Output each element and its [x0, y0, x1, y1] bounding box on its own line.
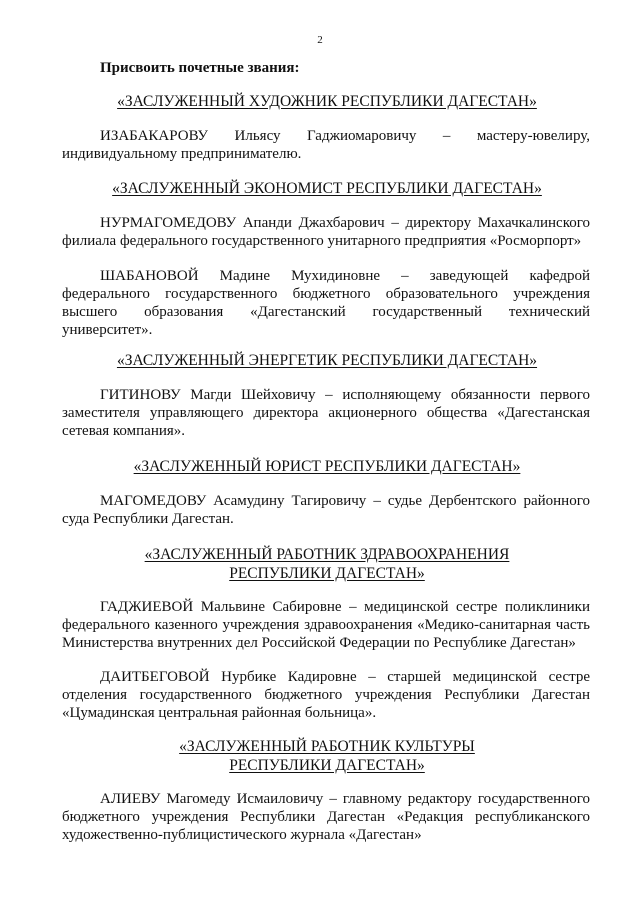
section-title-culture-line2: РЕСПУБЛИКИ ДАГЕСТАН»	[229, 757, 425, 774]
section-title-artist: «ЗАСЛУЖЕННЫЙ ХУДОЖНИК РЕСПУБЛИКИ ДАГЕСТАН»	[117, 93, 537, 110]
section-title-health-line2: РЕСПУБЛИКИ ДАГЕСТАН»	[229, 565, 425, 582]
award-entry: ГАДЖИЕВОЙ Мальвине Сабировне – медицинской сестре поликлиники федерального казенного учреждения здравоохранения «Медико-санитарная часть Министерства внутренних дел Российской Федерации по Республике Дагестан»	[62, 599, 590, 651]
award-entry: НУРМАГОМЕДОВУ Апанди Джахбарович – директору Махачкалинского филиала федерального государственного унитарного предприятия «Росморпорт»	[62, 215, 590, 249]
section-title-culture-line1: «ЗАСЛУЖЕННЫЙ РАБОТНИК КУЛЬТУРЫ	[179, 738, 475, 755]
section-title-economist: «ЗАСЛУЖЕННЫЙ ЭКОНОМИСТ РЕСПУБЛИКИ ДАГЕСТАН»	[112, 180, 542, 197]
award-entry: ШАБАНОВОЙ Мадине Мухидиновне – заведующей кафедрой федерального государственного бюджетного образовательного учреждения высшего образования «Дагестанский государственный технический университет».	[62, 268, 590, 338]
award-entry: ДАИТБЕГОВОЙ Нурбике Кадировне – старшей медицинской сестре отделения государственного бюджетного учреждения Республики Дагестан «Цумадинская центральная районная больница».	[62, 669, 590, 721]
intro-heading: Присвоить почетные звания:	[100, 60, 300, 76]
page-number: 2	[317, 34, 323, 46]
award-entry: ИЗАБАКАРОВУ Ильясу Гаджиомаровичу – мастеру-ювелиру, индивидуальному предпринимателю.	[62, 128, 590, 162]
award-entry: МАГОМЕДОВУ Асамудину Тагировичу – судье Дербентского районного суда Республики Дагестан.	[62, 493, 590, 527]
award-entry: ГИТИНОВУ Магди Шейховичу – исполняющему обязанности первого заместителя управляющего директора акционерного общества «Дагестанская сетевая компания».	[62, 387, 590, 439]
section-title-health-line1: «ЗАСЛУЖЕННЫЙ РАБОТНИК ЗДРАВООХРАНЕНИЯ	[144, 546, 510, 563]
section-title-lawyer: «ЗАСЛУЖЕННЫЙ ЮРИСТ РЕСПУБЛИКИ ДАГЕСТАН»	[133, 458, 521, 475]
section-title-energy: «ЗАСЛУЖЕННЫЙ ЭНЕРГЕТИК РЕСПУБЛИКИ ДАГЕСТАН»	[116, 352, 538, 369]
award-entry: АЛИЕВУ Магомеду Исмаиловичу – главному редактору государственного бюджетного учреждения Республики Дагестан «Редакция республиканского художественно-публицистического журнала «Дагестан»	[62, 791, 590, 843]
